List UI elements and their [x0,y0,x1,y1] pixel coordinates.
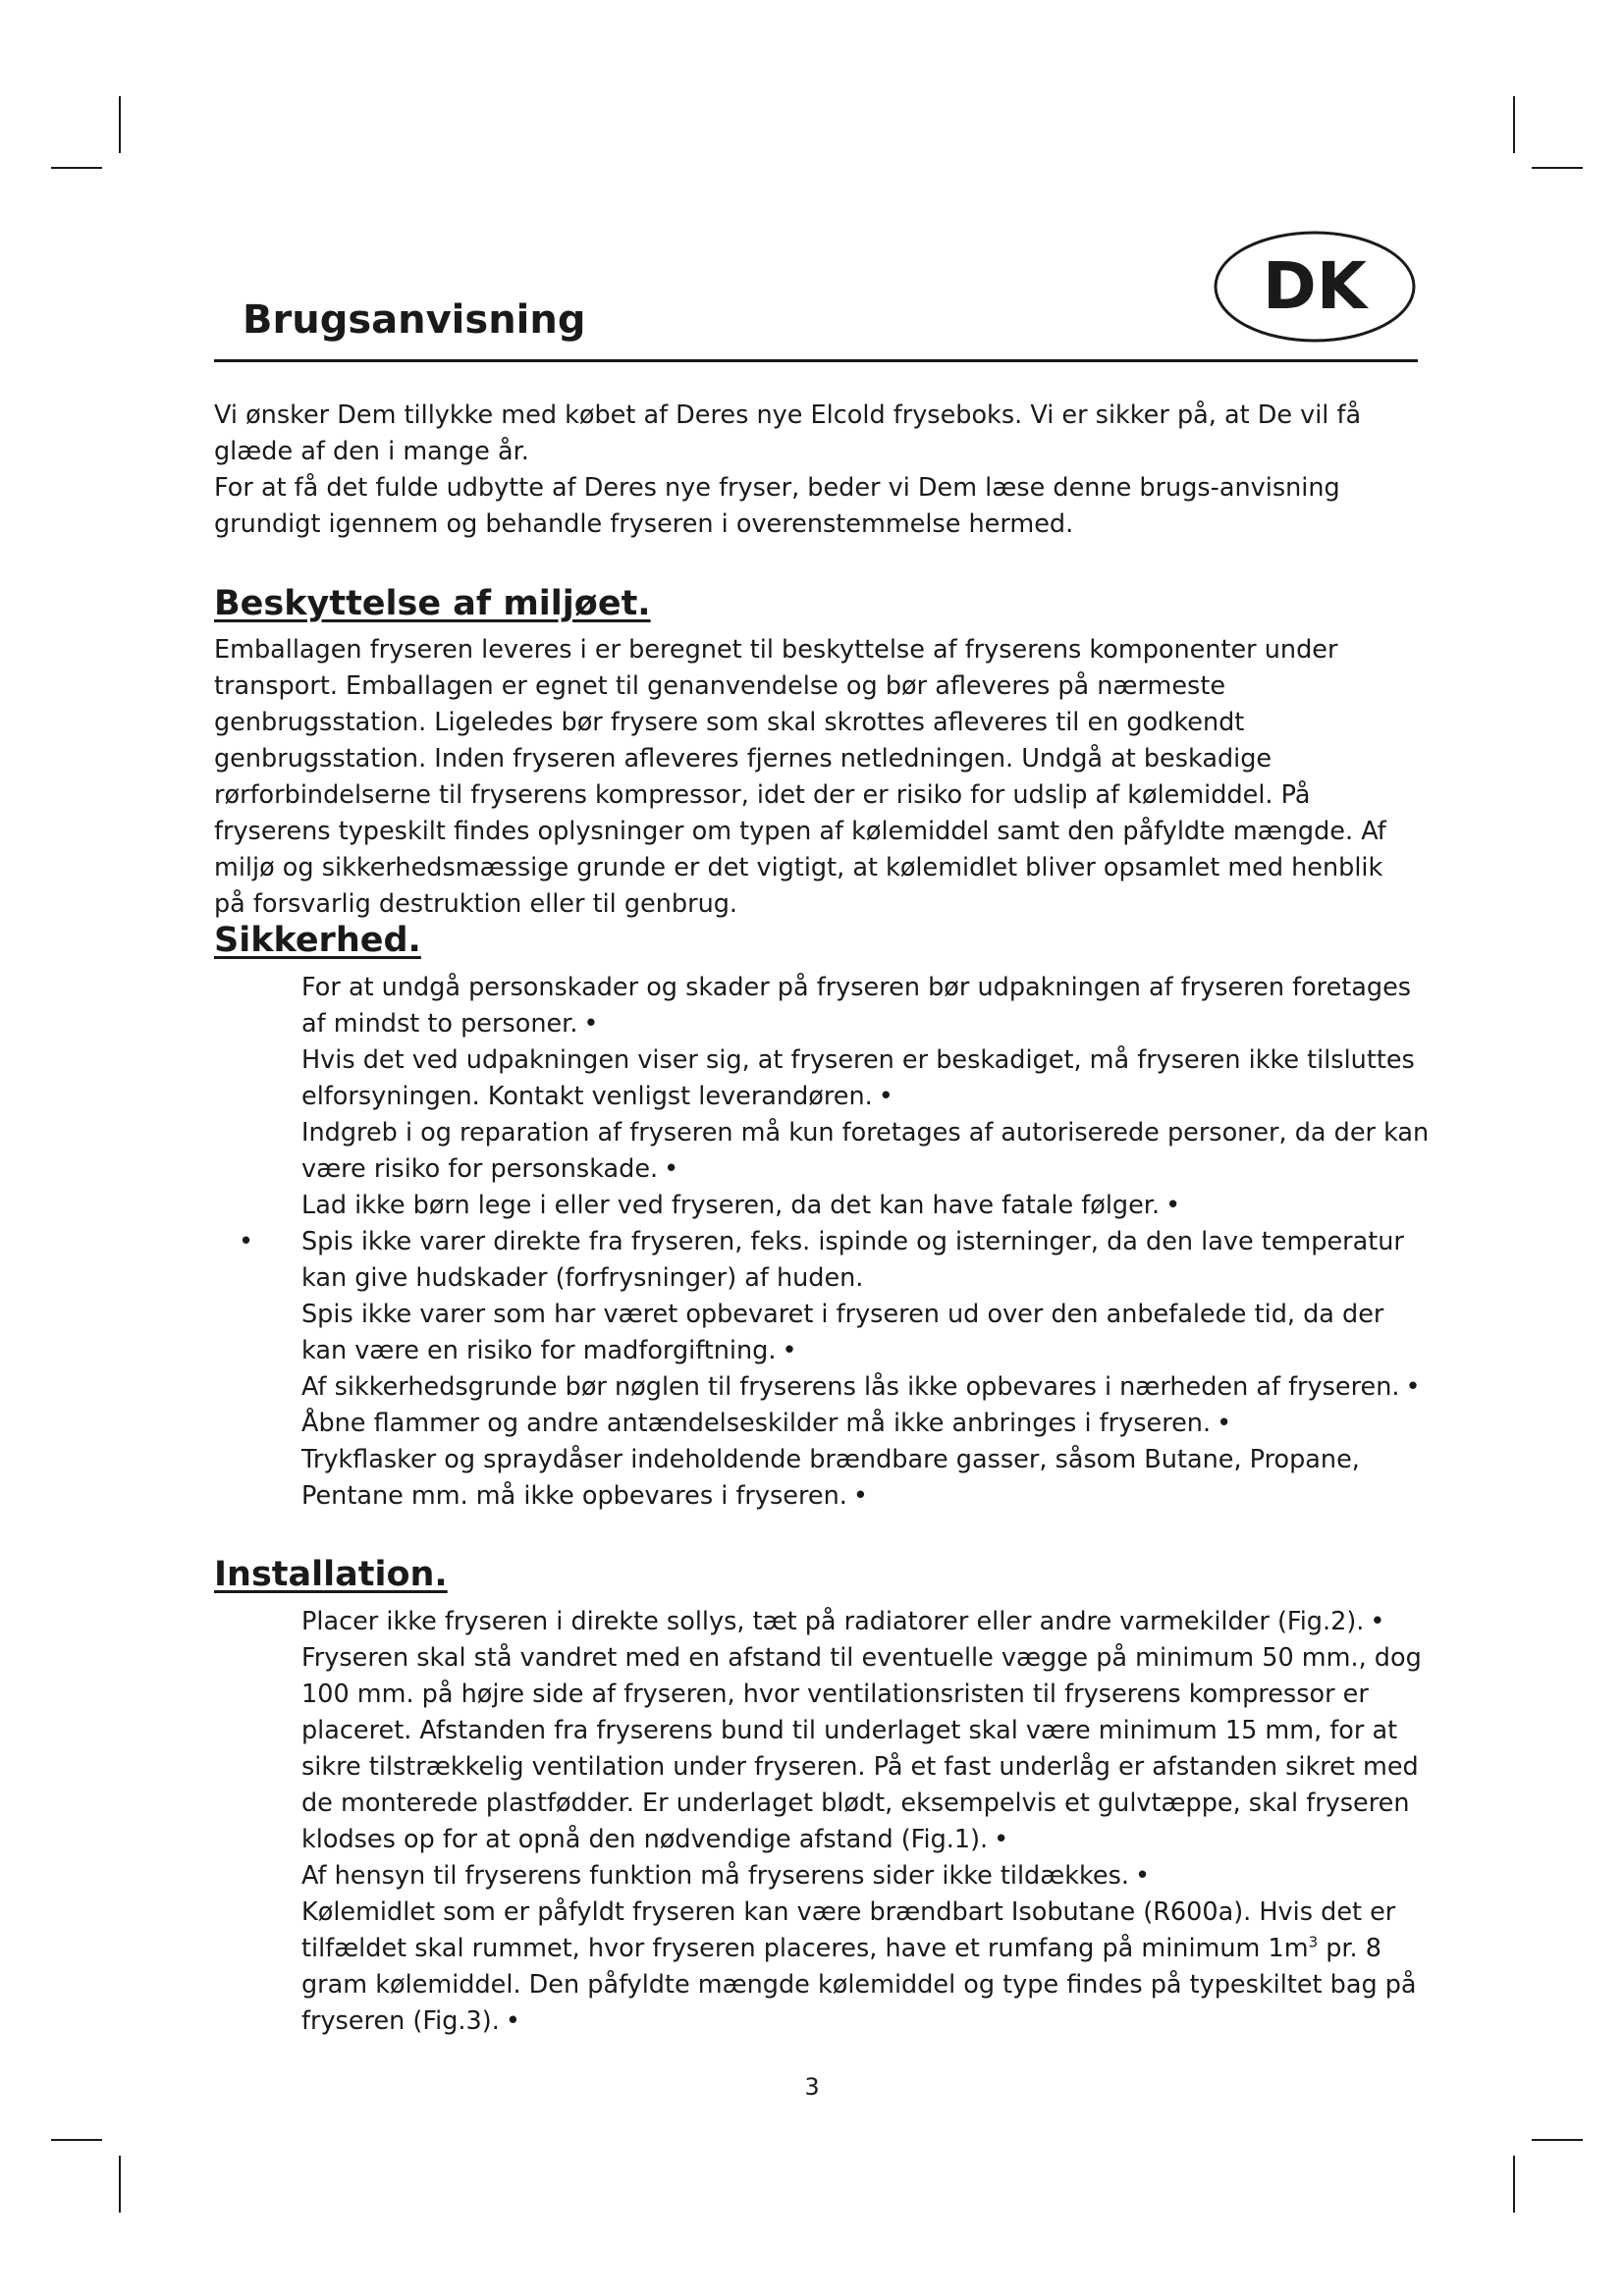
installation-item: Kølemidlet som er påfyldt fryseren kan være brændbart Isobutane (R600a). Hvis det er tilfældet skal rummet, hvor fryseren placeres, have et rumfang på minimum $1m^3$ pr. 8 gram kølemiddel. Den påfyldte mængde kølemiddel og type findes på typeskiltet bag på fryseren (Fig.3). • [301,1897,1417,2036]
environment-body: Emballagen fryseren leveres i er beregnet til beskyttelse af fryserens komponenter under transport. Emballagen er egnet til genanvendelse og bør afleveres på nærmeste genbrugsstation. Ligeledes bør frysere som skal skrottes afleveres til en godkendt genbrugsstation. Inden fryseren afleveres fjernes netledningen. Undgå at beskadige rørforbindelserne til fryserens kompressor, idet der er risiko for udslip af kølemiddel. På fryserens typeskilt findes oplysninger om typen af kølemiddel samt den påfyldte mængde. Af miljø og sikkerhedsmæssige grunde er det vigtigt, at kølemidlet bliver opsamlet med henblik på forsvarlig destruktion eller til genbrug. [214,635,1386,919]
crop-mark-top-left-h [51,167,102,169]
page-title: Brugsanvisning [243,297,586,343]
safety-item: Spis ikke varer som har været opbevaret i fryseren ud over den anbefalede tid, da der kan være en risiko for madforgiftning. • [301,1300,1384,1365]
country-badge [1212,229,1418,345]
safety-list [0,970,1624,1515]
safety-item: Af sikkerhedsgrunde bør nøglen til fryserens lås ikke opbevares i nærheden af fryseren. • [301,1372,1421,1402]
crop-mark-bottom-left [119,2156,121,2213]
crop-mark-top-right-h [1532,167,1583,169]
safety-item: • Spis ikke varer direkte fra fryseren, feks. ispinde og isterninger, da den lave temperatur kan give hudskader (forfrysninger) af huden. [239,1227,1404,1293]
safety-item: Åbne flammer og andre antændelseskilder må ikke anbringes i fryseren. • [301,1409,1232,1438]
crop-mark-top-left [119,96,121,153]
safety-item: Trykflasker og spraydåser indeholdende brændbare gasser, såsom Butane, Propane, Pentane mm. må ikke opbevares i fryseren. • [301,1445,1360,1511]
safety-item: Indgreb i og reparation af fryseren må kun foretages af autoriserede personer, da der kan være risiko for personskade. • [301,1118,1430,1184]
crop-mark-bottom-left-h [51,2139,102,2141]
environment-heading: Beskyttelse af miljøet. [214,584,651,623]
safety-heading: Sikkerhed. [214,921,421,960]
safety-item: For at undgå personskader og skader på fryseren bør udpakningen af fryseren foretages af mindst to personer. • [301,973,1412,1039]
intro-paragraph-2: For at få det fulde udbytte af Deres nye fryser, beder vi Dem læse denne brugs-anvisning grundigt igennem og behandle fryseren i overenstemmelse hermed. [214,473,1340,539]
installation-item: Af hensyn til fryserens funktion må fryserens sider ikke tildækkes. • [301,1861,1151,1891]
installation-item: Placer ikke fryseren i direkte sollys, tæt på radiatorer eller andre varmekilder (Fig.2). • [301,1607,1385,1636]
country-badge-text: DK [1263,248,1367,324]
header-rule [214,359,1418,362]
installation-list [0,1604,1624,2040]
installation-heading: Installation. [214,1555,448,1594]
crop-mark-bottom-right [1513,2156,1515,2213]
safety-item: Lad ikke børn lege i eller ved fryseren, da det kan have fatale følger. • [301,1191,1181,1220]
safety-item: Hvis det ved udpakningen viser sig, at fryseren er beskadiget, må fryseren ikke tilsluttes elforsyningen. Kontakt venligst leverandøren. • [301,1045,1415,1111]
crop-mark-top-right [1513,96,1515,153]
intro-paragraph-1: Vi ønsker Dem tillykke med købet af Deres nye Elcold fryseboks. Vi er sikker på, at De vil få glæde af den i mange år. [214,400,1362,466]
installation-item: Fryseren skal stå vandret med en afstand til eventuelle vægge på minimum 50 mm., dog 100 mm. på højre side af fryseren, hvor ventilationsristen til fryserens kompressor er placeret. Afstanden fra fryserens bund til underlaget skal være minimum 15 mm, for at sikre tilstrækkelig ventilation under fryseren. På et fast underlåg er afstanden sikret med de monterede plastfødder. Er underlaget blødt, eksempelvis et gulvtæppe, skal fryseren klodses op for at opnå den nødvendige afstand (Fig.1). • [301,1643,1422,1854]
page-number: 3 [804,2073,820,2101]
crop-mark-bottom-right-h [1532,2139,1583,2141]
